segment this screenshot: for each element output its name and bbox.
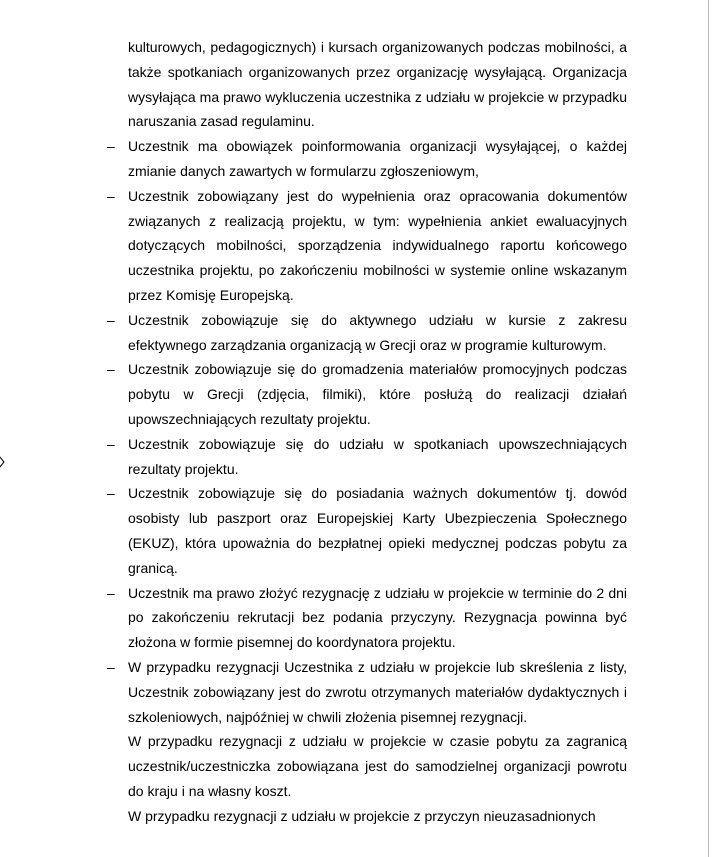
- list-dash-bullet: –: [107, 435, 115, 452]
- document-body[interactable]: [107, 35, 627, 829]
- paragraph-text: Uczestnik zobowiązuje się do posiadania ważnych dokumentów tj. dowód osobisty lub paszport oraz Europejskiej Karty Ubezpieczenia Społecznego (EKUZ), która upoważnia do bezpłatnej opieki medycznej podczas pobytu za granicą.: [128, 485, 627, 576]
- list-dash-bullet: –: [107, 658, 115, 675]
- paragraph: [128, 729, 627, 803]
- list-item: [107, 308, 627, 358]
- paragraph-text: Uczestnik zobowiązany jest do wypełnienia oraz opracowania dokumentów związanych z realizacją projektu, w tym: wypełnienia ankiet ewaluacyjnych dotyczących mobilności, sporządzenia indywidualnego raportu końcowego uczestnika projektu, po zakończeniu mobilności w systemie online wskazanym przez Komisję Europejską.: [128, 187, 627, 303]
- list-item: [107, 357, 627, 431]
- paragraph-text: W przypadku rezygnacji z udziału w projekcie w czasie pobytu za zagranicą uczestnik/uczestniczka zobowiązana jest do samodzielnej organizacji powrotu do kraju i na własny koszt.: [128, 733, 627, 799]
- list-dash-bullet: –: [107, 138, 115, 155]
- list-item: [107, 184, 627, 308]
- list-dash-bullet: –: [107, 187, 115, 204]
- list-dash-bullet: –: [107, 361, 115, 378]
- text-cursor-icon: [0, 455, 6, 471]
- paragraph: [128, 35, 627, 134]
- paragraph-text: Uczestnik zobowiązuje się do aktywnego udziału w kursie z zakresu efektywnego zarządzania organizacją w Grecji oraz w programie kulturowym.: [128, 311, 627, 353]
- paragraph-text: Uczestnik ma obowiązek poinformowania organizacji wysyłającej, o każdej zmianie danych zawartych w formularzu zgłoszeniowym,: [128, 138, 627, 179]
- list-dash-bullet: –: [107, 584, 115, 601]
- list-dash-bullet: –: [107, 485, 115, 502]
- paragraph-text: kulturowych, pedagogicznych) i kursach organizowanych podczas mobilności, a także spotkaniach organizowanych przez organizację wysyłającą. Organizacja wysyłająca ma prawo wykluczenia uczestnika z udziału w projekcie w przypadku naruszania zasad regulaminu.: [128, 39, 627, 130]
- paragraph-text: Uczestnik zobowiązuje się do gromadzenia materiałów promocyjnych podczas pobytu w Grecji (zdjęcia, filmiki), które posłużą do realizacji działań upowszechniających rezultaty projektu.: [128, 361, 627, 427]
- list-item: [107, 655, 627, 729]
- paragraph-text: Uczestnik zobowiązuje się do udziału w spotkaniach upowszechniających rezultaty projektu.: [128, 435, 627, 477]
- list-item: [107, 134, 627, 184]
- list-item: [107, 432, 627, 482]
- paragraph-text: Uczestnik ma prawo złożyć rezygnację z udziału w projekcie w terminie do 2 dni po zakończeniu rekrutacji bez podania przyczyny. Rezygnacja powinna być złożona w formie pisemnej do koordynatora projektu.: [128, 584, 627, 651]
- paragraph-text: W przypadku rezygnacji Uczestnika z udziału w projekcie lub skreślenia z listy, Uczestnik zobowiązany jest do zwrotu otrzymanych materiałów dydaktycznych i szkoleniowych, najpóźniej w chwili złożenia pisemnej rezygnacji.: [128, 658, 627, 725]
- paragraph-text: W przypadku rezygnacji z udziału w projekcie z przyczyn nieuzasadnionych: [128, 807, 596, 824]
- paragraph: [128, 804, 627, 829]
- list-item: [107, 481, 627, 580]
- list-dash-bullet: –: [107, 311, 115, 328]
- list-item: [107, 581, 627, 655]
